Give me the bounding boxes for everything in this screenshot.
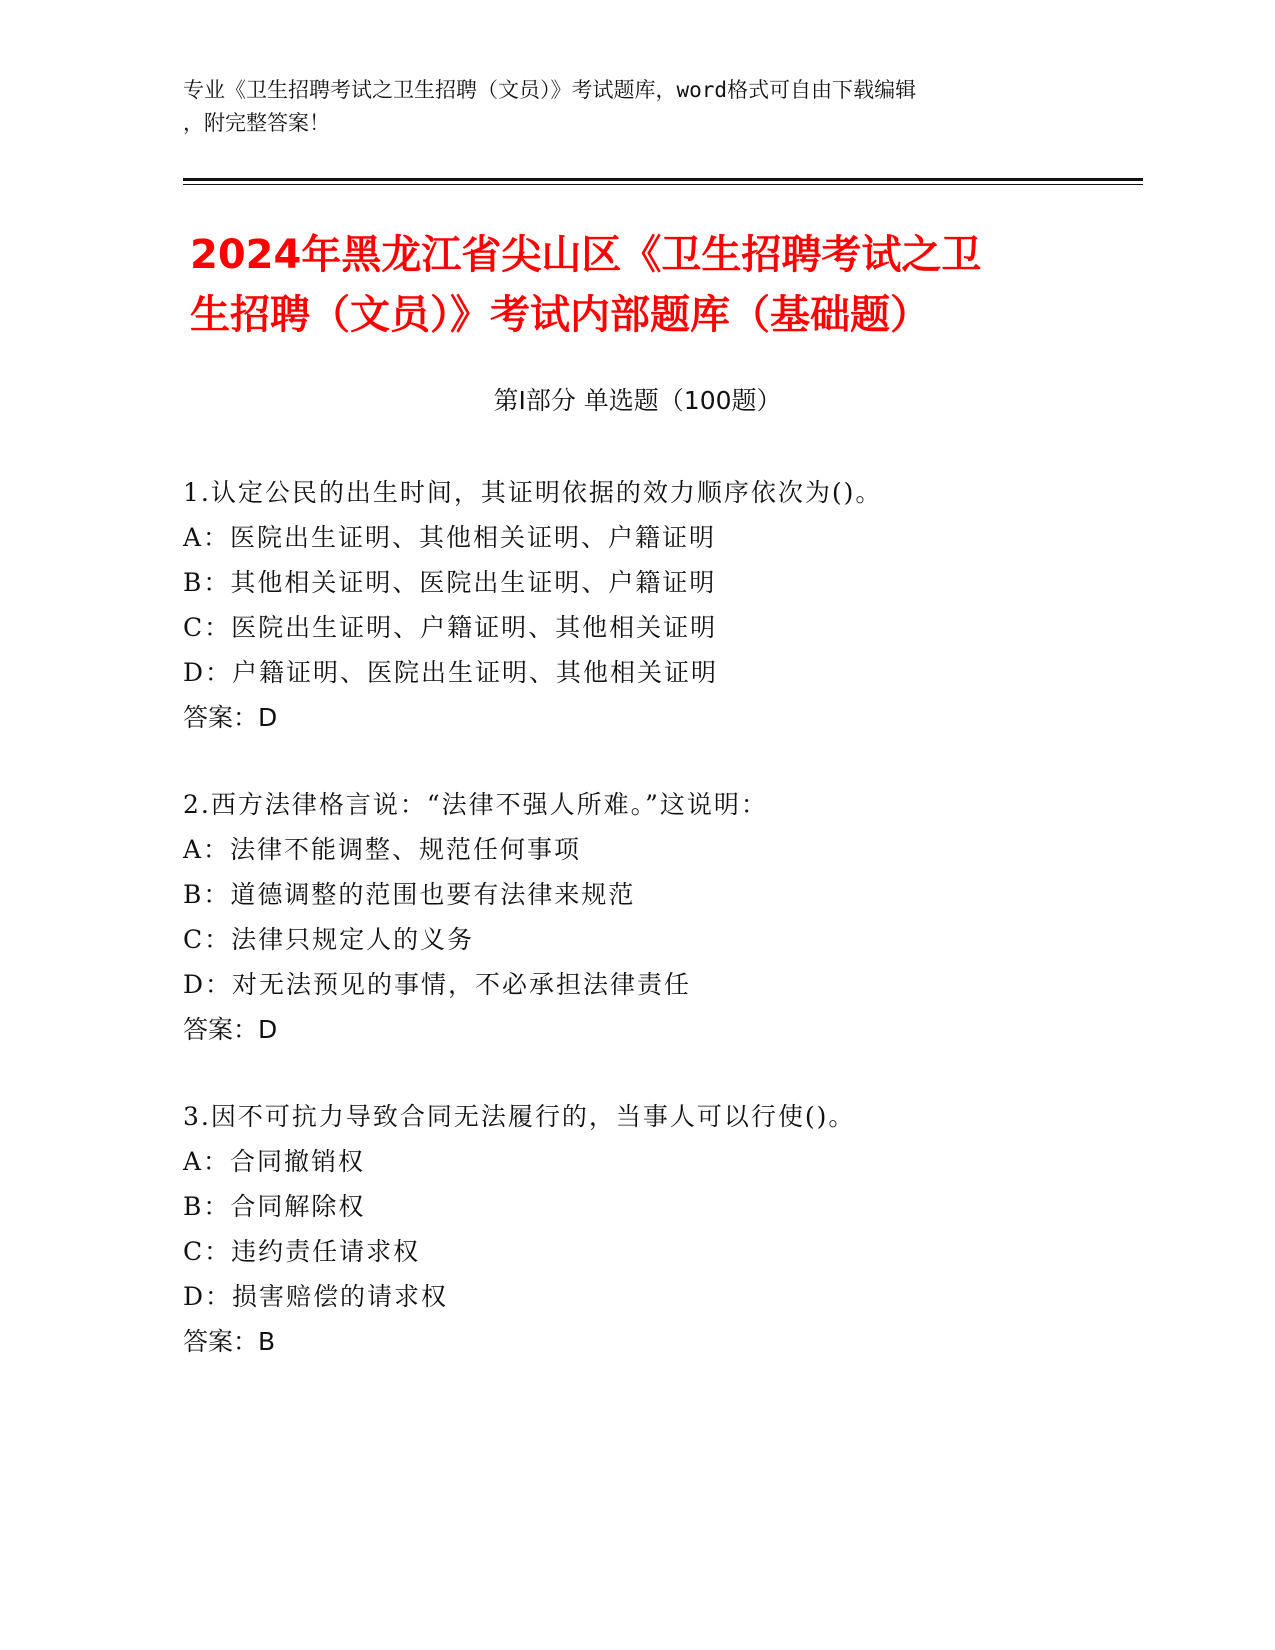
document-title-line-1: 2024年黑龙江省尖山区《卫生招聘考试之卫 xyxy=(190,232,982,278)
option-b: B：其他相关证明、医院出生证明、户籍证明 xyxy=(183,568,717,597)
option-a: A：法律不能调整、规范任何事项 xyxy=(183,835,582,864)
header-note xyxy=(183,74,1043,140)
answer: 答案：D xyxy=(183,703,278,732)
document-title xyxy=(190,225,1090,345)
option-d: D：户籍证明、医院出生证明、其他相关证明 xyxy=(183,658,719,687)
option-c: C：法律只规定人的义务 xyxy=(183,925,475,954)
header-divider-thick xyxy=(183,178,1143,181)
answer: 答案：D xyxy=(183,1015,278,1044)
question-stem: 2.西方法律格言说：“法律不强人所难。”这说明： xyxy=(183,790,768,819)
option-d: D：损害赔偿的请求权 xyxy=(183,1282,449,1311)
answer: 答案：B xyxy=(183,1327,276,1356)
option-d: D：对无法预见的事情，不必承担法律责任 xyxy=(183,970,692,999)
document-title-line-2: 生招聘（文员）》考试内部题库（基础题） xyxy=(190,292,930,338)
header-note-line-2: ，附完整答案！ xyxy=(183,111,330,135)
option-c: C：违约责任请求权 xyxy=(183,1237,421,1266)
section-heading: 第I部分 单选题（100题） xyxy=(493,386,782,415)
header-note-line-1: 专业《卫生招聘考试之卫生招聘（文员）》考试题库，word格式可自由下载编辑 xyxy=(183,78,917,102)
question-3 xyxy=(183,1094,1143,1364)
option-a: A：合同撤销权 xyxy=(183,1147,366,1176)
question-list xyxy=(183,470,1143,1406)
option-b: B：合同解除权 xyxy=(183,1192,366,1221)
option-b: B：道德调整的范围也要有法律来规范 xyxy=(183,880,636,909)
question-stem: 3.因不可抗力导致合同无法履行的，当事人可以行使()。 xyxy=(183,1102,856,1131)
question-2 xyxy=(183,782,1143,1052)
header-divider-thin xyxy=(183,184,1143,185)
option-a: A：医院出生证明、其他相关证明、户籍证明 xyxy=(183,523,717,552)
option-c: C：医院出生证明、户籍证明、其他相关证明 xyxy=(183,613,718,642)
question-1 xyxy=(183,470,1143,740)
question-stem: 1.认定公民的出生时间，其证明依据的效力顺序依次为()。 xyxy=(183,478,883,507)
